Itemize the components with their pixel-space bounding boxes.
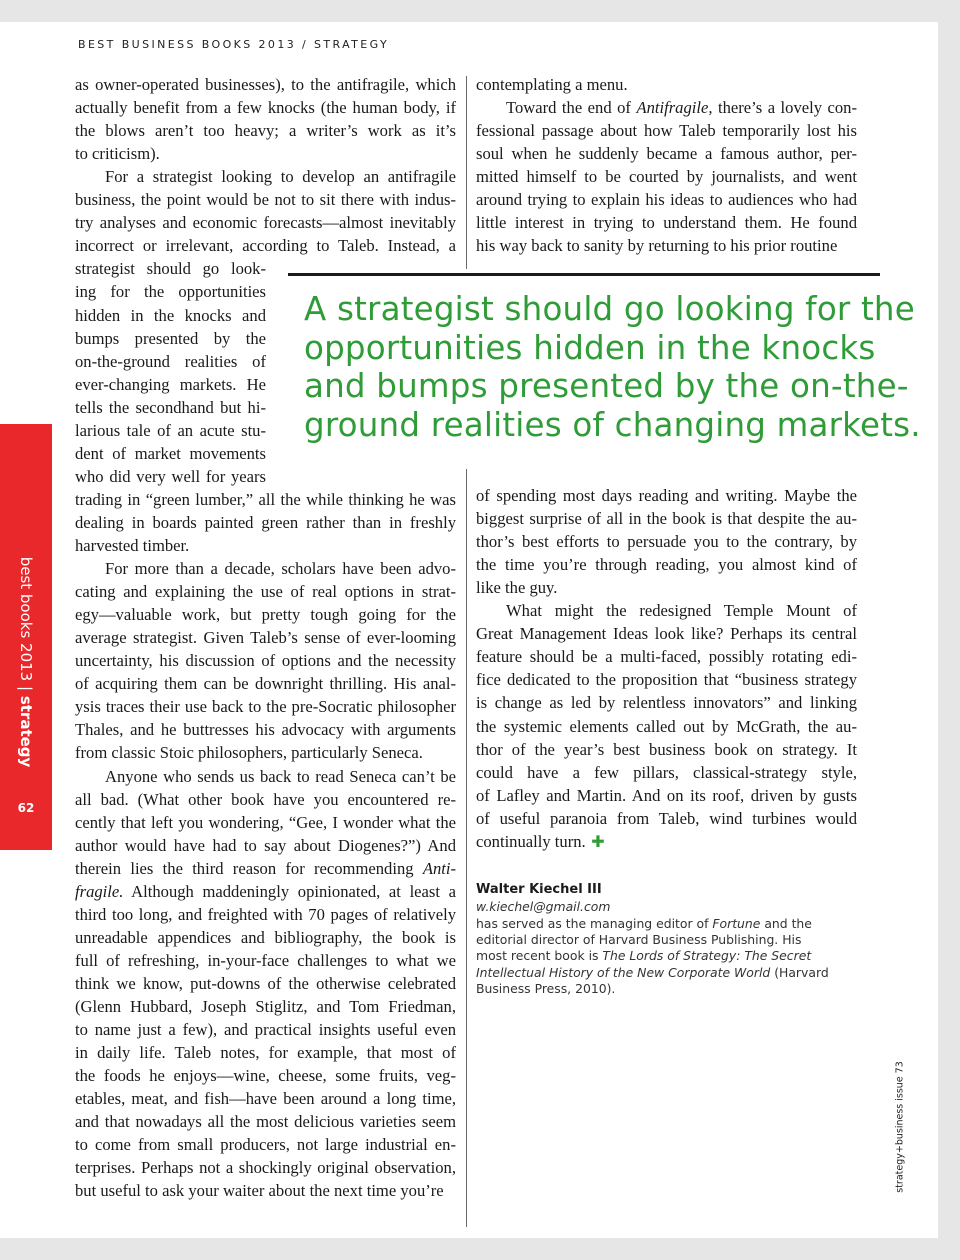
text-line: full of refreshing, in-your-face challenges to what we [75,950,456,970]
text-line: the time you’re through reading, you almost kind of [476,555,857,575]
text-line: thor of the year’s best business book on strategy. It [476,739,857,759]
text-line: therein lies the third reason for recommending Anti- [75,858,456,878]
text-line: egy—valuable work, but pretty tough going for the [75,605,456,625]
text-line: business, the point would be not to sit there with indus- [75,190,456,210]
text-line: terprises. Perhaps not a shockingly original observation, [75,1158,456,1178]
text-line: biggest surprise of all in the book is that despite the au- [476,509,857,529]
text-line: who did very well for years [75,466,266,486]
text-line: in daily life. Taleb notes, for example, that most of [75,1043,456,1063]
text-line: unreadable appendices and bibliography, the book is [75,927,456,947]
text-line: bumps presented by the [75,328,266,348]
text-line: to come from small producers, not large industrial en- [75,1135,456,1155]
magazine-page [0,22,938,1238]
author-bio-line: editorial director of Harvard Business Publishing. His [476,932,802,947]
text-line: harvested timber. [75,536,190,555]
text-line: cently that left you wondering, “Gee, I wonder what the [75,812,456,832]
text-line: fice dedicated to the proposition that “business strategy [476,670,857,690]
text-line: dent of market movements [75,443,266,463]
text-line: fessional passage about how Taleb temporarily lost his [476,121,857,141]
text-line: and that nowadays all the most delicious varieties seem [75,1112,456,1132]
text-line: third too long, and freighted with 70 pages of relatively [75,904,456,924]
issue-folio: strategy+business issue 73 [894,1061,906,1193]
text-line: to name just a few), and practical insights useful even [75,1020,456,1040]
text-line: of spending most days reading and writing. Maybe the [476,486,857,505]
text-line: strategist should go look- [75,259,266,279]
author-email[interactable]: w.kiechel@gmail.com [476,899,611,914]
text-line: ever-changing markets. He [75,374,266,394]
pull-quote-line: ground realities of changing markets. [304,405,921,444]
pull-quote-rule [288,273,880,276]
pull-quote-line: and bumps presented by the on-the- [304,367,909,406]
text-line: Toward the end of Antifragile, there’s a lovely con- [506,98,857,118]
end-mark-icon: ✚ [585,831,605,851]
text-line: is change as led by relentless innovators” and linking [476,693,857,713]
text-line: on-the-ground realities of [75,351,266,371]
text-line: the foods he enjoys—wine, cheese, some fruits, veg- [75,1066,456,1086]
text-line: cating and explaining the use of real options in strat- [75,582,456,602]
text-line: trading in “green lumber,” all the while thinking he was [75,489,456,509]
author-bio-line: Business Press, 2010). [476,981,616,996]
text-line: incorrect or irrelevant, according to Taleb. Instead, a [75,236,456,256]
text-line: as owner-operated businesses), to the antifragile, which [75,75,456,94]
text-line: average strategist. Given Taleb’s sense of ever-looming [75,628,456,648]
text-line: the blows aren’t too heavy; a writer’s work as it’s [75,121,456,141]
text-line: soul when he suddenly became a famous author, per- [476,144,857,164]
text-line: like the guy. [476,578,558,598]
text-line: could have a few pillars, classical-strategy style, [476,762,857,782]
text-line: dealing in boards painted green rather than in freshly [75,512,456,532]
text-line: contemplating a menu. [476,75,628,94]
text-line: ysis traces their use back to the pre-Socratic philosopher [75,697,456,717]
author-bio-line: has served as the managing editor of Fortune and the [476,916,812,931]
pull-quote-line: opportunities hidden in the knocks [304,328,876,367]
text-line: mitted himself to be courted by journalists, and went [476,167,857,187]
text-line: etables, meat, and fish—have been around a long time, [75,1089,456,1109]
text-line: all bad. (What other book have you encountered re- [75,789,456,809]
column-divider-bottom [466,469,467,1227]
page-number: 62 [17,801,35,815]
text-line: fragile. Although maddeningly opinionated, at least a [75,881,456,901]
text-line: For a strategist looking to develop an antifragile [105,167,456,187]
author-bio-line: most recent book is The Lords of Strategy: The Secret [476,948,812,963]
text-line: feature should be a multi-faced, possibly rotating edi- [476,647,857,667]
text-line: continually turn. ✚ [476,831,605,851]
section-tab-label: best books 2013 | strategy [17,556,35,768]
author-bio-line: Intellectual History of the New Corporate World (Harvard [476,965,829,980]
text-line: tells the secondhand but hi- [75,397,266,417]
text-line: author would have had to say about Diogenes?”) And [75,835,456,855]
text-line: Anyone who sends us back to read Seneca can’t be [105,766,456,786]
text-line: Thales, and he buttresses his advocacy with arguments [75,720,456,740]
text-line: from classic Stoic philosophers, particularly Seneca. [75,743,423,763]
text-line: little interest in trying to understand them. He found [476,213,857,233]
author-name: Walter Kiechel III [476,882,602,897]
text-line: try analyses and economic forecasts—almost inevitably [75,213,456,233]
pull-quote-line: A strategist should go looking for the [304,290,915,328]
text-line: What might the redesigned Temple Mount of [506,601,857,621]
text-line: actually benefit from a few knocks (the human body, if [75,98,456,118]
text-line: (Glenn Hubbard, Joseph Stiglitz, and Tom Friedman, [75,997,456,1016]
text-line: of useful paranoia from Taleb, wind turbines would [476,808,857,828]
text-line: think we know, put-downs of the otherwise celebrated [75,973,456,993]
text-line: ing for the opportunities [75,282,266,302]
text-line: of Lafley and Martin. And on its roof, driven by gusts [476,785,857,805]
running-head: BEST BUSINESS BOOKS 2013 / STRATEGY [78,38,390,51]
text-line: but useful to ask your waiter about the next time you’re [75,1181,444,1201]
column-divider-top [466,76,467,269]
text-line: hidden in the knocks and [75,305,266,325]
pull-quote [304,290,921,444]
text-line: Great Management Ideas look like? Perhaps its central [476,624,857,644]
text-line: to criticism). [75,144,160,164]
text-line: the systemic elements called out by McGrath, the au- [476,716,857,736]
text-line: uncertainty, his discussion of options and the necessity [75,651,456,671]
text-line: around trying to explain his ideas to audiences who had [476,190,857,210]
text-line: of acquiring them can be downright thrilling. His anal- [75,674,456,694]
text-line: larious tale of an acute stu- [75,420,266,440]
text-line: his way back to sanity by returning to his prior routine [476,236,838,256]
text-line: thor’s best efforts to persuade you to the contrary, by [476,532,857,552]
text-line: For more than a decade, scholars have been advo- [105,559,456,579]
